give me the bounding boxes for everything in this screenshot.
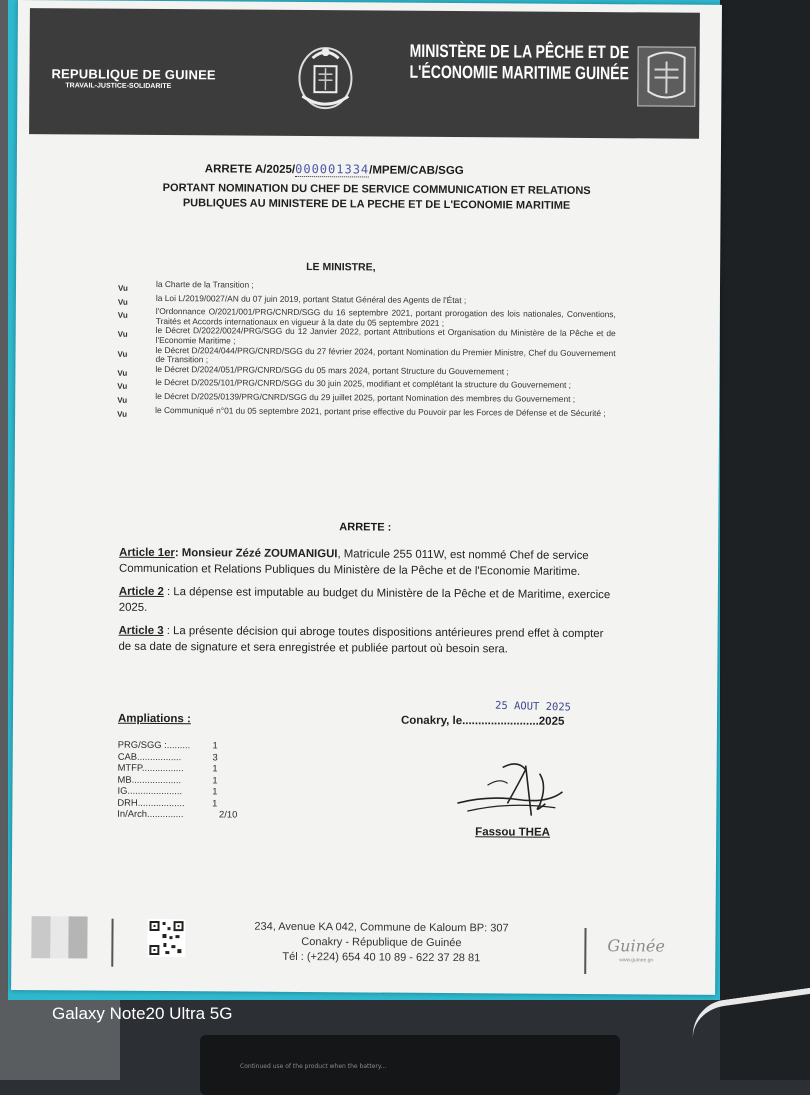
footer-address (211, 919, 551, 966)
consideration-item: Vu le Décret D/2024/044/PRG/CNRD/SGG du 27 février 2024, portant Nomination du Premier Ministre, Chef du Gouvernement de Transition ; (117, 344, 616, 365)
signer-name: Fassou THEA (475, 826, 551, 839)
decree-reference (205, 161, 464, 177)
ampliations-list (117, 739, 238, 820)
consideration-item: Vu le Décret D/2022/0024/PRG/SGG du 12 Janvier 2022, portant Attributions et Organisation du Ministère de la Pêche et de l'Economie Maritime ; (117, 325, 616, 346)
republic-name: REPUBLIQUE DE GUINEE (51, 66, 216, 83)
ministry-line-1: MINISTÈRE DE LA PÊCHE ET DE (409, 40, 630, 63)
decision-heading: ARRETE : (339, 521, 392, 534)
article-text: : La présente décision qui abroge toutes dispositions antérieures prend effet à compter de sa date de signature et sera enregistrée et publiée partout où besoin sera. (118, 625, 604, 655)
ampliation-row: PRG/SGG :......... 1 (117, 738, 218, 751)
republic-block (51, 66, 216, 90)
consideration-item: Vu la Charte de la Transition ; (117, 278, 254, 293)
article-1 (119, 546, 619, 580)
article-text: , Matricule 255 011W, est nommé Chef de service Communication et Relations Publiques du Ministère de la Pêche et de l'Economie Maritime. (118, 548, 589, 578)
ministry-seal-icon (637, 46, 695, 106)
decree-number: 000001334 (295, 161, 370, 177)
ampliation-row: In/Arch.............. 2/10 (117, 807, 238, 820)
consideration-item: Vu l'Ordonnance O/2021/001/PRG/CNRD/SGG du 16 septembre 2021, portant prorogation des lois nationales, Conventions, Traités et Accords internationaux en vigueur à la date du 05 septembre 2021 ; (117, 306, 616, 328)
article-2 (119, 585, 619, 619)
camera-watermark: Galaxy Note20 Ultra 5G (52, 1004, 233, 1023)
background-surface-right (720, 0, 810, 1080)
footer-divider (584, 928, 586, 974)
footer-divider (111, 919, 113, 967)
qr-code-icon (147, 919, 185, 957)
article-label: Article 2 (118, 585, 164, 599)
article-3 (118, 624, 618, 658)
decree-title: PORTANT NOMINATION DU CHEF DE SERVICE COMMUNICATION ET RELATIONS PUBLIQUES AU MINISTERE DE LA PECHE ET DE L'ECONOMIE MARITIME (162, 182, 591, 212)
place-date-line: Conakry, le........................2025 (400, 714, 565, 728)
date-stamp: 25 AOUT 2025 (494, 699, 572, 714)
articles-section (118, 546, 619, 666)
flag-icon (31, 916, 87, 958)
device-label: Continued use of the product when the battery... (240, 1063, 387, 1070)
header-banner (29, 8, 700, 139)
address-line-2: Conakry - République de Guinée (301, 936, 462, 950)
document-page (11, 0, 722, 995)
guinee-brand-url: www.guinee.gn (619, 957, 654, 964)
ministry-line-2: L'ÉCONOMIE MARITIME GUINÉE (409, 61, 629, 84)
republic-motto: TRAVAIL-JUSTICE-SOLIDARITE (65, 82, 172, 91)
phone-line: Tél : (+224) 654 40 10 89 - 622 37 28 81 (282, 950, 481, 965)
consideration-item: Vu le Décret D/2024/051/PRG/CNRD/SGG du 05 mars 2024, portant Structure du Gouvernement ; (117, 363, 509, 378)
decree-prefix: ARRETE A/2025/ (204, 163, 296, 176)
guinee-brand-logo: Guinée (607, 936, 665, 956)
decree-suffix: /MPEM/CAB/SGG (369, 164, 464, 178)
ampliation-row: CAB................. 3 (117, 750, 218, 762)
authority-heading: LE MINISTRE, (306, 261, 376, 274)
consideration-item: Vu le Décret D/2025/0139/PRG/CNRD/SGG du 29 juillet 2025, portant Nomination des membres du Gouvernement ; (117, 390, 576, 405)
ampliation-row: MB................... 1 (117, 773, 218, 785)
ministry-name (409, 41, 629, 85)
ampliation-row: MTFP................ 1 (117, 761, 218, 774)
coat-of-arms-icon (294, 38, 357, 114)
handwritten-signature-icon (447, 755, 567, 826)
ampliation-row: DRH.................. 1 (117, 796, 218, 808)
article-label: Article 1er (119, 546, 175, 560)
ampliation-row: IG..................... 1 (117, 784, 218, 797)
address-line-1: 234, Avenue KA 042, Commune de Kaloum BP: 307 (254, 920, 509, 935)
considerations-list (117, 280, 616, 423)
ampliations-title: Ampliations : (117, 712, 191, 726)
consideration-item: Vu le Communiqué n°01 du 05 septembre 2021, portant prise effective du Pouvoir par les Forces de Défense et de Sécurité ; (117, 404, 606, 419)
article-label: Article 3 (118, 624, 164, 638)
article-text: : La dépense est imputable au budget du Ministère de la Pêche et de Maritime, exercice 2025. (118, 586, 611, 614)
article-lead: : Monsieur Zézé ZOUMANIGUI (174, 547, 338, 561)
consideration-item: Vu le Décret D/2025/101/PRG/CNRD/SGG du 30 juin 2025, modifiant et complétant la structure du Gouvernement ; (117, 377, 572, 392)
consideration-item: Vu la Loi L/2019/0027/AN du 07 juin 2019, portant Statut Général des Agents de l'État ; (117, 292, 467, 307)
